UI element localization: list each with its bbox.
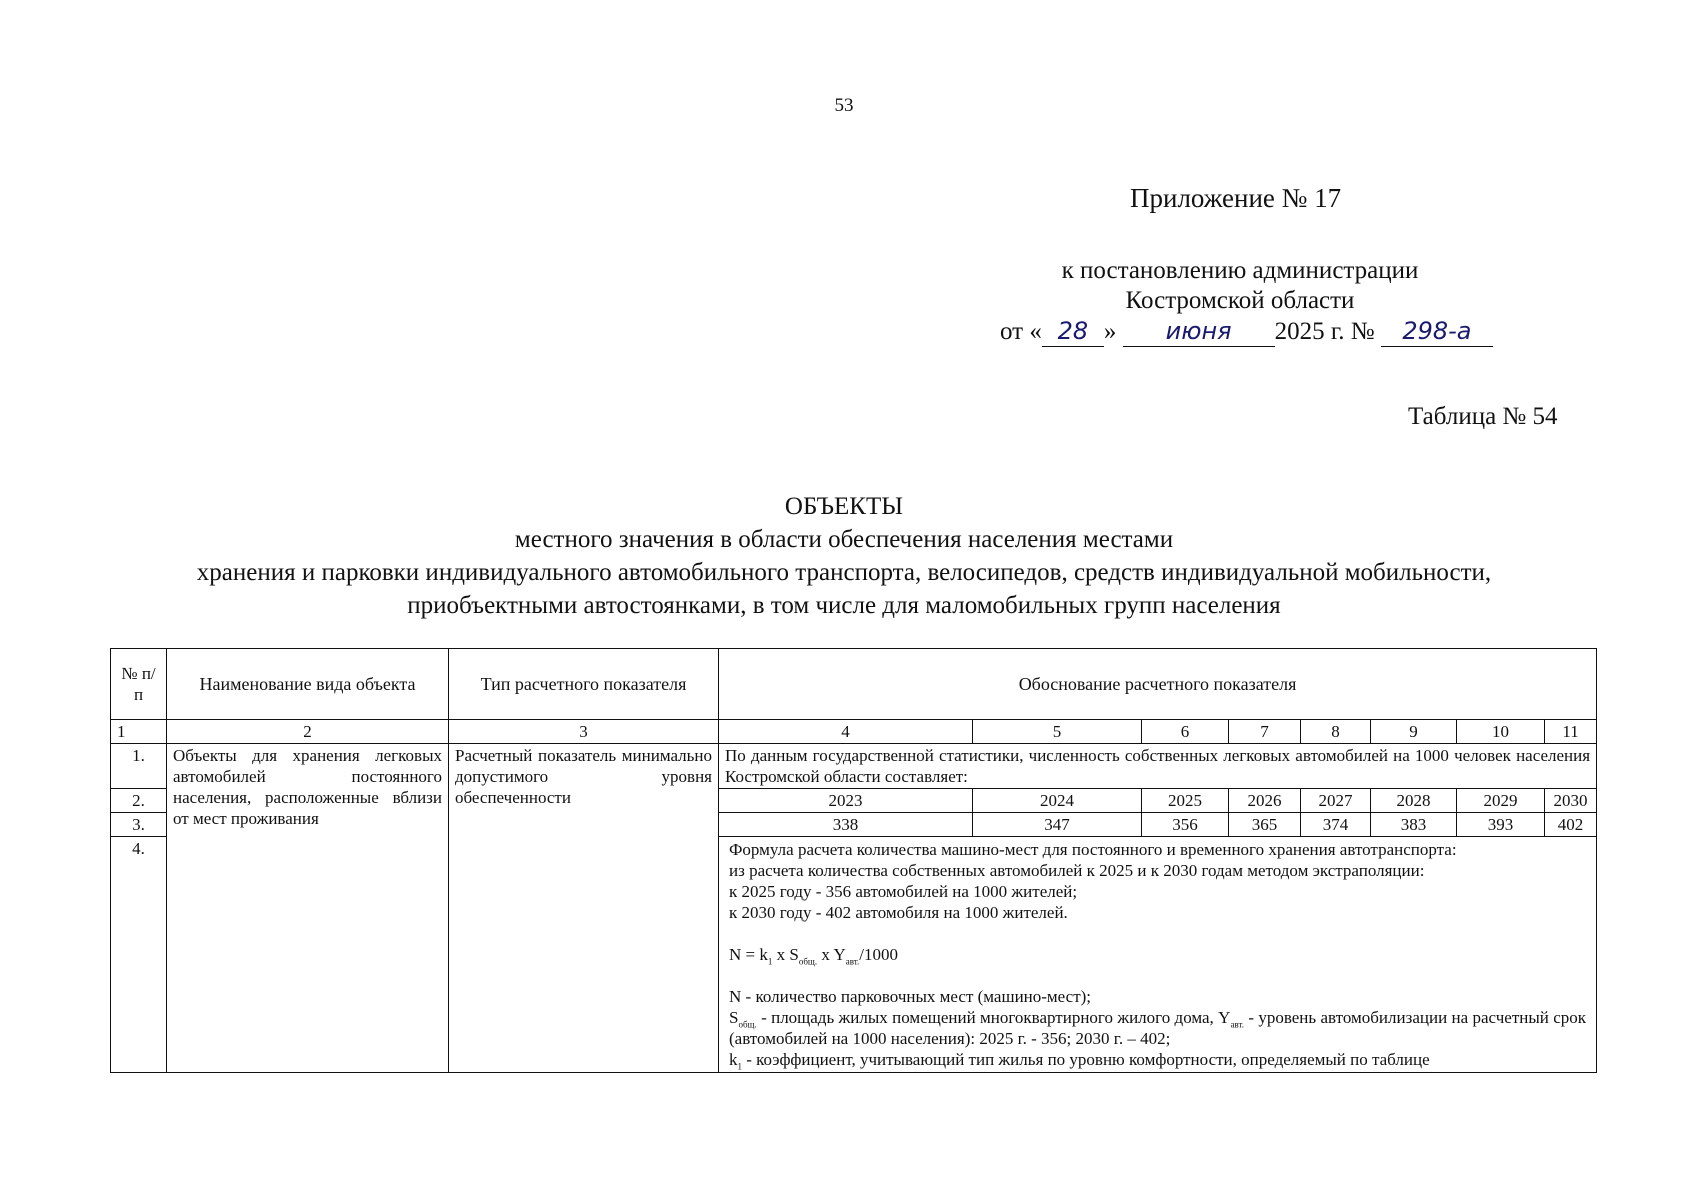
indicator-type-cell bbox=[449, 744, 719, 1073]
parking-standards-table bbox=[110, 648, 1597, 1073]
year-cell: 2023 bbox=[719, 789, 973, 813]
handwritten-month: июня bbox=[1123, 316, 1275, 347]
col-number: 10 bbox=[1457, 720, 1545, 744]
value-cell: 356 bbox=[1142, 813, 1229, 837]
value-cell: 374 bbox=[1301, 813, 1371, 837]
col-number: 8 bbox=[1301, 720, 1371, 744]
year-cell: 2029 bbox=[1457, 789, 1545, 813]
decree-reference bbox=[1000, 256, 1480, 347]
handwritten-day: 28 bbox=[1042, 316, 1104, 347]
object-name: Объекты для хранения легковых автомобилей постоянного населения, расположенные вблизи от мест проживания bbox=[173, 746, 442, 828]
col-number: 5 bbox=[973, 720, 1142, 744]
formula-line: Формула расчета количества машино-мест для постоянного и временного хранения автотранспорта: bbox=[729, 840, 1457, 859]
value-cell: 402 bbox=[1545, 813, 1597, 837]
header-indicator-type: Тип расчетного показателя bbox=[449, 649, 719, 720]
formula-definition-k: $k_1$ - коэффициент, учитывающий тип жилья по уровню комфортности, определяемый по таблице bbox=[729, 1050, 1430, 1072]
row-number: 1. bbox=[111, 744, 167, 789]
formula-line: из расчета количества собственных автомобилей к 2025 и к 2030 годам методом экстраполяции: bbox=[729, 861, 1425, 880]
year-cell: 2028 bbox=[1371, 789, 1457, 813]
col-number: 9 bbox=[1371, 720, 1457, 744]
heading-line-2: хранения и парковки индивидуального автомобильного транспорта, велосипедов, средств индивидуальной мобильности, bbox=[196, 559, 1492, 586]
col-number: 2 bbox=[167, 720, 449, 744]
row-number: 4. bbox=[111, 837, 167, 1073]
handwritten-doc-number: 298-а bbox=[1381, 316, 1493, 347]
col-number: 6 bbox=[1142, 720, 1229, 744]
row-number: 3. bbox=[111, 813, 167, 837]
date-mid: » bbox=[1103, 318, 1117, 345]
col-number: 7 bbox=[1229, 720, 1301, 744]
formula-definition-s: $S_{общ.}$ - площадь жилых помещений многоквартирного жилого дома, $Y_{авт.}$ - уровень автомобилизации на расчетный срок (автомобилей на 1000 населения): 2025 г. - 356; 2030 г. – 402; bbox=[729, 1008, 1587, 1048]
decree-line-1: к постановлению администрации bbox=[1061, 257, 1419, 284]
statistics-text: По данным государственной статистики, численность собственных легковых автомобилей на 1000 человек населения Костромской области составляет: bbox=[719, 744, 1597, 789]
heading-line-1: местного значения в области обеспечения населения местами bbox=[514, 526, 1174, 553]
page-number: 53 bbox=[834, 95, 854, 116]
value-cell: 383 bbox=[1371, 813, 1457, 837]
value-cell: 338 bbox=[719, 813, 973, 837]
value-cell: 347 bbox=[973, 813, 1142, 837]
header-basis: Обоснование расчетного показателя bbox=[719, 649, 1597, 720]
header-row bbox=[111, 649, 1597, 720]
col-number: 4 bbox=[719, 720, 973, 744]
header-num: № п/п bbox=[111, 649, 167, 720]
formula-line: к 2025 году - 356 автомобилей на 1000 жителей; bbox=[729, 882, 1078, 901]
value-cell: 365 bbox=[1229, 813, 1301, 837]
formula-cell bbox=[719, 837, 1597, 1073]
formula-line: к 2030 году - 402 автомобиля на 1000 жителей. bbox=[729, 903, 1068, 922]
col-number: 3 bbox=[449, 720, 719, 744]
date-prefix: от « bbox=[1000, 318, 1042, 345]
decree-date-line bbox=[1000, 316, 1480, 347]
object-name-cell bbox=[167, 744, 449, 1073]
year-cell: 2030 bbox=[1545, 789, 1597, 813]
year-cell: 2026 bbox=[1229, 789, 1301, 813]
formula-line: N - количество парковочных мест (машино-мест); bbox=[729, 987, 1092, 1006]
document-heading bbox=[0, 490, 1688, 622]
heading-title: ОБЪЕКТЫ bbox=[784, 493, 904, 520]
year-cell: 2027 bbox=[1301, 789, 1371, 813]
value-cell: 393 bbox=[1457, 813, 1545, 837]
col-number: 1 bbox=[111, 720, 167, 744]
parking-formula: $N = k_1$ x $S_{общ.}$ x $Y_{авт.}/1000$ bbox=[729, 945, 899, 967]
date-year: 2025 г. № bbox=[1274, 318, 1375, 345]
table-row bbox=[111, 744, 1597, 789]
year-cell: 2025 bbox=[1142, 789, 1229, 813]
header-object-name: Наименование вида объекта bbox=[167, 649, 449, 720]
table-label: Таблица № 54 bbox=[1408, 403, 1558, 430]
year-cell: 2024 bbox=[973, 789, 1142, 813]
appendix-title: Приложение № 17 bbox=[1130, 183, 1342, 213]
column-number-row bbox=[111, 720, 1597, 744]
heading-line-3: приобъектными автостоянками, в том числе для маломобильных групп населения bbox=[407, 592, 1281, 619]
decree-line-2: Костромской области bbox=[1125, 287, 1355, 314]
indicator-type: Расчетный показатель минимально допустимого уровня обеспеченности bbox=[455, 746, 712, 807]
col-number: 11 bbox=[1545, 720, 1597, 744]
row-number: 2. bbox=[111, 789, 167, 813]
